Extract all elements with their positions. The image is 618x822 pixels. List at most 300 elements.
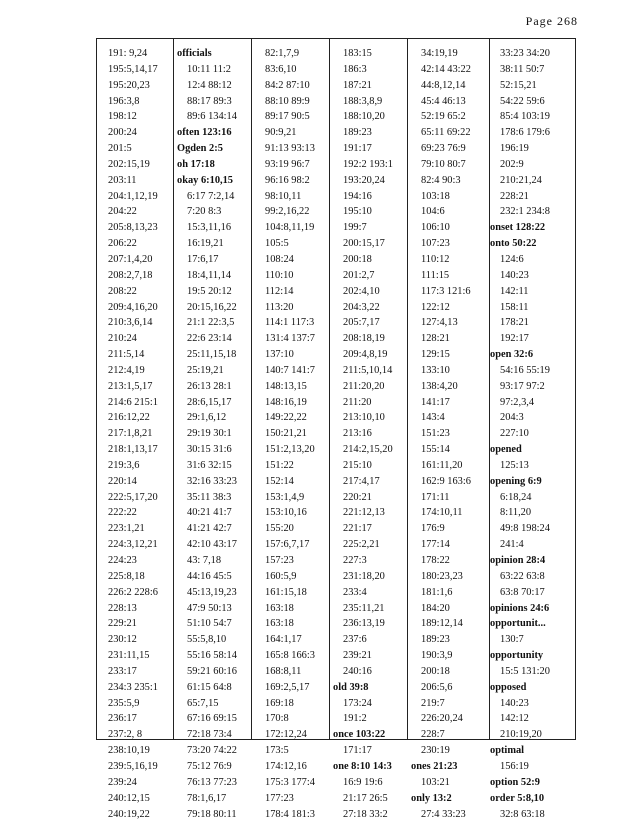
index-reference: 75:12 76:9 [177, 759, 250, 775]
index-reference: 222:22 [108, 505, 172, 521]
index-reference: 104:8,11,19 [255, 220, 328, 236]
index-reference: 6:18,24 [490, 490, 574, 506]
index-reference: 155:20 [255, 521, 328, 537]
index-reference: 153:1,4,9 [255, 490, 328, 506]
index-reference: 210:24 [108, 331, 172, 347]
index-reference: 32:16 33:23 [177, 474, 250, 490]
index-reference: 229:21 [108, 616, 172, 632]
index-reference: 69:23 76:9 [411, 141, 488, 157]
index-reference: 21:1 22:3,5 [177, 315, 250, 331]
index-reference: 44:8,12,14 [411, 78, 488, 94]
index-reference: 55:16 58:14 [177, 648, 250, 664]
index-term: open 32:6 [490, 347, 574, 363]
index-reference: 140:23 [490, 696, 574, 712]
index-reference: 97:2,3,4 [490, 395, 574, 411]
index-reference: 219:7 [411, 696, 488, 712]
index-reference: 187:21 [333, 78, 406, 94]
index-reference: 151:23 [411, 426, 488, 442]
index-reference: 31:6 32:15 [177, 458, 250, 474]
index-column-5 [411, 46, 488, 822]
index-reference: 137:10 [255, 347, 328, 363]
index-column-6 [490, 46, 574, 822]
index-reference: 133:10 [411, 363, 488, 379]
index-reference: 160:5,9 [255, 569, 328, 585]
index-reference: 44:16 45:5 [177, 569, 250, 585]
index-term: optimal [490, 743, 574, 759]
index-reference: 161:11,20 [411, 458, 488, 474]
index-reference: 47:9 50:13 [177, 601, 250, 617]
index-reference: 221:12,13 [333, 505, 406, 521]
index-reference: 200:18 [333, 252, 406, 268]
index-reference: 174:10,11 [411, 505, 488, 521]
index-reference: 45:4 46:13 [411, 94, 488, 110]
index-reference: 206:22 [108, 236, 172, 252]
index-reference: 198:12 [108, 109, 172, 125]
index-reference: 93:19 96:7 [255, 157, 328, 173]
index-reference: 38:11 50:7 [490, 62, 574, 78]
column-divider [329, 39, 330, 739]
index-reference: 59:21 60:16 [177, 664, 250, 680]
index-reference: 138:4,20 [411, 379, 488, 395]
index-reference: 200:24 [108, 125, 172, 141]
index-reference: 205:7,17 [333, 315, 406, 331]
index-column-3 [255, 46, 328, 822]
index-reference: 29:19 30:1 [177, 426, 250, 442]
index-term: ones 21:23 [411, 759, 488, 775]
index-reference: 191:2 [333, 711, 406, 727]
index-reference: 206:5,6 [411, 680, 488, 696]
index-reference: 175:3 177:4 [255, 775, 328, 791]
index-reference: 54:16 55:19 [490, 363, 574, 379]
index-reference: 41:21 42:7 [177, 521, 250, 537]
index-term: once 103:22 [333, 727, 406, 743]
index-reference: 176:9 [411, 521, 488, 537]
index-reference: 148:13,15 [255, 379, 328, 395]
index-reference: 204:1,12,19 [108, 189, 172, 205]
index-reference: 32:8 63:18 [490, 807, 574, 822]
index-term: officials [177, 46, 250, 62]
index-reference: 164:1,17 [255, 632, 328, 648]
index-reference: 233:4 [333, 585, 406, 601]
index-reference: 228:13 [108, 601, 172, 617]
index-reference: 103:18 [411, 189, 488, 205]
index-reference: 234:3 235:1 [108, 680, 172, 696]
index-reference: 188:10,20 [333, 109, 406, 125]
index-reference: 153:10,16 [255, 505, 328, 521]
index-reference: 150:21,21 [255, 426, 328, 442]
index-reference: 215:10 [333, 458, 406, 474]
index-reference: 63:22 63:8 [490, 569, 574, 585]
index-reference: 142:12 [490, 711, 574, 727]
index-reference: 157:23 [255, 553, 328, 569]
index-reference: 89:6 134:14 [177, 109, 250, 125]
index-reference: 96:16 98:2 [255, 173, 328, 189]
index-reference: 141:17 [411, 395, 488, 411]
index-reference: 26:13 28:1 [177, 379, 250, 395]
index-reference: 228:21 [490, 189, 574, 205]
index-reference: 51:10 54:7 [177, 616, 250, 632]
index-reference: 149:22,22 [255, 410, 328, 426]
index-reference: 19:5 20:12 [177, 284, 250, 300]
index-reference: 178:4 181:3 [255, 807, 328, 822]
index-reference: 213:10,10 [333, 410, 406, 426]
index-reference: 84:2 87:10 [255, 78, 328, 94]
index-reference: 207:1,4,20 [108, 252, 172, 268]
index-reference: 212:4,19 [108, 363, 172, 379]
index-term: opinions 24:6 [490, 601, 574, 617]
index-reference: 169:2,5,17 [255, 680, 328, 696]
index-reference: 65:7,15 [177, 696, 250, 712]
index-term: onset 128:22 [490, 220, 574, 236]
index-reference: 129:15 [411, 347, 488, 363]
index-reference: 10:11 11:2 [177, 62, 250, 78]
index-reference: 228:7 [411, 727, 488, 743]
index-reference: 22:6 23:14 [177, 331, 250, 347]
index-reference: 220:21 [333, 490, 406, 506]
index-reference: 210:21,24 [490, 173, 574, 189]
index-reference: 200:15,17 [333, 236, 406, 252]
index-reference: 15:5 131:20 [490, 664, 574, 680]
index-term: order 5:8,10 [490, 791, 574, 807]
index-reference: 180:23,23 [411, 569, 488, 585]
index-reference: 130:7 [490, 632, 574, 648]
index-reference: 214:6 215:1 [108, 395, 172, 411]
index-reference: 186:3 [333, 62, 406, 78]
index-reference: 211:5,10,14 [333, 363, 406, 379]
index-reference: 65:11 69:22 [411, 125, 488, 141]
index-reference: 25:19,21 [177, 363, 250, 379]
index-reference: 157:6,7,17 [255, 537, 328, 553]
index-reference: 208:2,7,18 [108, 268, 172, 284]
page-number: Page 268 [526, 14, 578, 29]
index-reference: 191:17 [333, 141, 406, 157]
index-reference: 202:9 [490, 157, 574, 173]
index-reference: 155:14 [411, 442, 488, 458]
index-reference: 230:19 [411, 743, 488, 759]
index-reference: 163:18 [255, 601, 328, 617]
index-reference: 225:8,18 [108, 569, 172, 585]
index-reference: 192:17 [490, 331, 574, 347]
index-reference: 29:1,6,12 [177, 410, 250, 426]
index-reference: 200:18 [411, 664, 488, 680]
index-reference: 233:17 [108, 664, 172, 680]
index-reference: 93:17 97:2 [490, 379, 574, 395]
index-term: onto 50:22 [490, 236, 574, 252]
index-term: option 52:9 [490, 775, 574, 791]
index-reference: 183:15 [333, 46, 406, 62]
index-reference: 237:6 [333, 632, 406, 648]
index-reference: 152:14 [255, 474, 328, 490]
index-reference: 148:16,19 [255, 395, 328, 411]
index-reference: 104:6 [411, 204, 488, 220]
index-reference: 34:19,19 [411, 46, 488, 62]
index-term: one 8:10 14:3 [333, 759, 406, 775]
index-reference: 224:23 [108, 553, 172, 569]
index-reference: 192:2 193:1 [333, 157, 406, 173]
index-reference: 235:11,21 [333, 601, 406, 617]
index-reference: 125:13 [490, 458, 574, 474]
index-reference: 43: 7,18 [177, 553, 250, 569]
index-reference: 79:18 80:11 [177, 807, 250, 822]
index-reference: 61:15 64:8 [177, 680, 250, 696]
index-reference: 177:23 [255, 791, 328, 807]
index-reference: 225:2,21 [333, 537, 406, 553]
index-reference: 83:6,10 [255, 62, 328, 78]
index-reference: 79:10 80:7 [411, 157, 488, 173]
index-reference: 168:8,11 [255, 664, 328, 680]
index-reference: 181:1,6 [411, 585, 488, 601]
index-reference: 239:21 [333, 648, 406, 664]
index-reference: 174:12,16 [255, 759, 328, 775]
index-reference: 6:17 7:2,14 [177, 189, 250, 205]
index-reference: 72:18 73:4 [177, 727, 250, 743]
index-reference: 222:5,17,20 [108, 490, 172, 506]
index-reference: 27:4 33:23 [411, 807, 488, 822]
index-reference: 172:12,24 [255, 727, 328, 743]
index-reference: 161:15,18 [255, 585, 328, 601]
index-reference: 170:8 [255, 711, 328, 727]
index-reference: 220:14 [108, 474, 172, 490]
index-reference: 117:3 121:6 [411, 284, 488, 300]
index-reference: 33:23 34:20 [490, 46, 574, 62]
index-reference: 165:8 166:3 [255, 648, 328, 664]
index-reference: 15:3,11,16 [177, 220, 250, 236]
index-reference: 194:16 [333, 189, 406, 205]
index-reference: 67:16 69:15 [177, 711, 250, 727]
index-term: okay 6:10,15 [177, 173, 250, 189]
column-divider [407, 39, 408, 739]
index-reference: 238:10,19 [108, 743, 172, 759]
index-reference: 219:3,6 [108, 458, 172, 474]
index-column-4 [333, 46, 406, 822]
index-reference: 85:4 103:19 [490, 109, 574, 125]
index-reference: 203:11 [108, 173, 172, 189]
index-reference: 239:5,16,19 [108, 759, 172, 775]
index-reference: 202:15,19 [108, 157, 172, 173]
index-reference: 173:5 [255, 743, 328, 759]
index-reference: 188:3,8,9 [333, 94, 406, 110]
index-reference: 240:12,15 [108, 791, 172, 807]
index-reference: 227:3 [333, 553, 406, 569]
index-reference: 191: 9,24 [108, 46, 172, 62]
index-reference: 204:3 [490, 410, 574, 426]
index-reference: 156:19 [490, 759, 574, 775]
column-divider [173, 39, 174, 739]
index-reference: 217:4,17 [333, 474, 406, 490]
index-reference: 42:14 43:22 [411, 62, 488, 78]
index-reference: 199:7 [333, 220, 406, 236]
index-reference: 110:10 [255, 268, 328, 284]
index-column-1 [108, 46, 172, 822]
index-reference: 158:11 [490, 300, 574, 316]
index-reference: 110:12 [411, 252, 488, 268]
index-reference: 211:20,20 [333, 379, 406, 395]
index-reference: 217:1,8,21 [108, 426, 172, 442]
index-reference: 193:20,24 [333, 173, 406, 189]
index-reference: 17:6,17 [177, 252, 250, 268]
index-reference: 27:18 33:2 [333, 807, 406, 822]
index-reference: 195:5,14,17 [108, 62, 172, 78]
index-reference: 28:6,15,17 [177, 395, 250, 411]
index-reference: 30:15 31:6 [177, 442, 250, 458]
index-reference: 226:2 228:6 [108, 585, 172, 601]
index-reference: 52:19 65:2 [411, 109, 488, 125]
index-reference: 205:8,13,23 [108, 220, 172, 236]
index-reference: 208:22 [108, 284, 172, 300]
index-reference: 35:11 38:3 [177, 490, 250, 506]
index-reference: 208:18,19 [333, 331, 406, 347]
index-reference: 163:18 [255, 616, 328, 632]
index-reference: 107:23 [411, 236, 488, 252]
index-reference: 210:19,20 [490, 727, 574, 743]
index-reference: 21:17 26:5 [333, 791, 406, 807]
index-reference: 52:15,21 [490, 78, 574, 94]
index-reference: 73:20 74:22 [177, 743, 250, 759]
index-reference: 103:21 [411, 775, 488, 791]
index-reference: 231:11,15 [108, 648, 172, 664]
index-term: opened [490, 442, 574, 458]
index-reference: 49:8 198:24 [490, 521, 574, 537]
index-reference: 162:9 163:6 [411, 474, 488, 490]
index-reference: 190:3,9 [411, 648, 488, 664]
index-reference: 40:21 41:7 [177, 505, 250, 521]
index-reference: 213:1,5,17 [108, 379, 172, 395]
index-term: opposed [490, 680, 574, 696]
index-reference: 90:9,21 [255, 125, 328, 141]
index-reference: 218:1,13,17 [108, 442, 172, 458]
index-reference: 237:2, 8 [108, 727, 172, 743]
index-column-2 [177, 46, 250, 822]
index-reference: 211:5,14 [108, 347, 172, 363]
index-reference: 91:13 93:13 [255, 141, 328, 157]
index-reference: 113:20 [255, 300, 328, 316]
index-reference: 20:15,16,22 [177, 300, 250, 316]
index-reference: 76:13 77:23 [177, 775, 250, 791]
index-reference: 201:2,7 [333, 268, 406, 284]
index-reference: 12:4 88:12 [177, 78, 250, 94]
index-reference: 131:4 137:7 [255, 331, 328, 347]
index-reference: 177:14 [411, 537, 488, 553]
index-reference: 142:11 [490, 284, 574, 300]
index-term: often 123:16 [177, 125, 250, 141]
index-reference: 232:1 234:8 [490, 204, 574, 220]
index-reference: 235:5,9 [108, 696, 172, 712]
index-reference: 114:1 117:3 [255, 315, 328, 331]
index-reference: 202:4,10 [333, 284, 406, 300]
index-reference: 196:3,8 [108, 94, 172, 110]
index-term: only 13:2 [411, 791, 488, 807]
index-reference: 105:5 [255, 236, 328, 252]
index-reference: 128:21 [411, 331, 488, 347]
index-reference: 143:4 [411, 410, 488, 426]
index-reference: 214:2,15,20 [333, 442, 406, 458]
index-reference: 231:18,20 [333, 569, 406, 585]
index-reference: 122:12 [411, 300, 488, 316]
index-reference: 209:4,16,20 [108, 300, 172, 316]
index-reference: 111:15 [411, 268, 488, 284]
index-reference: 239:24 [108, 775, 172, 791]
index-reference: 227:10 [490, 426, 574, 442]
index-reference: 16:19,21 [177, 236, 250, 252]
index-reference: 151:2,13,20 [255, 442, 328, 458]
index-reference: 189:23 [411, 632, 488, 648]
index-reference: 173:24 [333, 696, 406, 712]
index-reference: 63:8 70:17 [490, 585, 574, 601]
index-reference: 108:24 [255, 252, 328, 268]
index-reference: 140:23 [490, 268, 574, 284]
index-reference: 99:2,16,22 [255, 204, 328, 220]
index-reference: 213:16 [333, 426, 406, 442]
index-reference: 18:4,11,14 [177, 268, 250, 284]
index-term: opening 6:9 [490, 474, 574, 490]
index-reference: 204:3,22 [333, 300, 406, 316]
index-reference: 223:1,21 [108, 521, 172, 537]
index-reference: 98:10,11 [255, 189, 328, 205]
index-reference: 151:22 [255, 458, 328, 474]
index-reference: 195:10 [333, 204, 406, 220]
index-reference: 42:10 43:17 [177, 537, 250, 553]
index-reference: 240:19,22 [108, 807, 172, 822]
index-reference: 140:7 141:7 [255, 363, 328, 379]
index-reference: 178:21 [490, 315, 574, 331]
column-divider [251, 39, 252, 739]
index-reference: 216:12,22 [108, 410, 172, 426]
index-reference: 178:22 [411, 553, 488, 569]
index-reference: 82:1,7,9 [255, 46, 328, 62]
index-reference: 88:10 89:9 [255, 94, 328, 110]
index-reference: 25:11,15,18 [177, 347, 250, 363]
index-reference: 16:9 19:6 [333, 775, 406, 791]
index-reference: 236:17 [108, 711, 172, 727]
index-reference: 89:17 90:5 [255, 109, 328, 125]
index-reference: 8:11,20 [490, 505, 574, 521]
index-reference: 82:4 90:3 [411, 173, 488, 189]
index-term: old 39:8 [333, 680, 406, 696]
index-reference: 171:11 [411, 490, 488, 506]
index-term: Ogden 2:5 [177, 141, 250, 157]
index-reference: 224:3,12,21 [108, 537, 172, 553]
index-term: oh 17:18 [177, 157, 250, 173]
index-reference: 189:23 [333, 125, 406, 141]
index-term: opportunity [490, 648, 574, 664]
index-reference: 55:5,8,10 [177, 632, 250, 648]
index-reference: 78:1,6,17 [177, 791, 250, 807]
index-table [96, 38, 576, 740]
index-term: opinion 28:4 [490, 553, 574, 569]
index-reference: 112:14 [255, 284, 328, 300]
index-reference: 201:5 [108, 141, 172, 157]
index-reference: 211:20 [333, 395, 406, 411]
index-reference: 45:13,19,23 [177, 585, 250, 601]
index-reference: 54:22 59:6 [490, 94, 574, 110]
index-reference: 88:17 89:3 [177, 94, 250, 110]
index-reference: 189:12,14 [411, 616, 488, 632]
index-reference: 204:22 [108, 204, 172, 220]
index-reference: 196:19 [490, 141, 574, 157]
index-reference: 169:18 [255, 696, 328, 712]
index-reference: 210:3,6,14 [108, 315, 172, 331]
index-reference: 221:17 [333, 521, 406, 537]
index-reference: 195:20,23 [108, 78, 172, 94]
index-reference: 127:4,13 [411, 315, 488, 331]
index-term: opportunit... [490, 616, 574, 632]
index-reference: 241:4 [490, 537, 574, 553]
index-reference: 240:16 [333, 664, 406, 680]
index-reference: 209:4,8,19 [333, 347, 406, 363]
index-reference: 124:6 [490, 252, 574, 268]
index-reference: 230:12 [108, 632, 172, 648]
index-reference: 178:6 179:6 [490, 125, 574, 141]
